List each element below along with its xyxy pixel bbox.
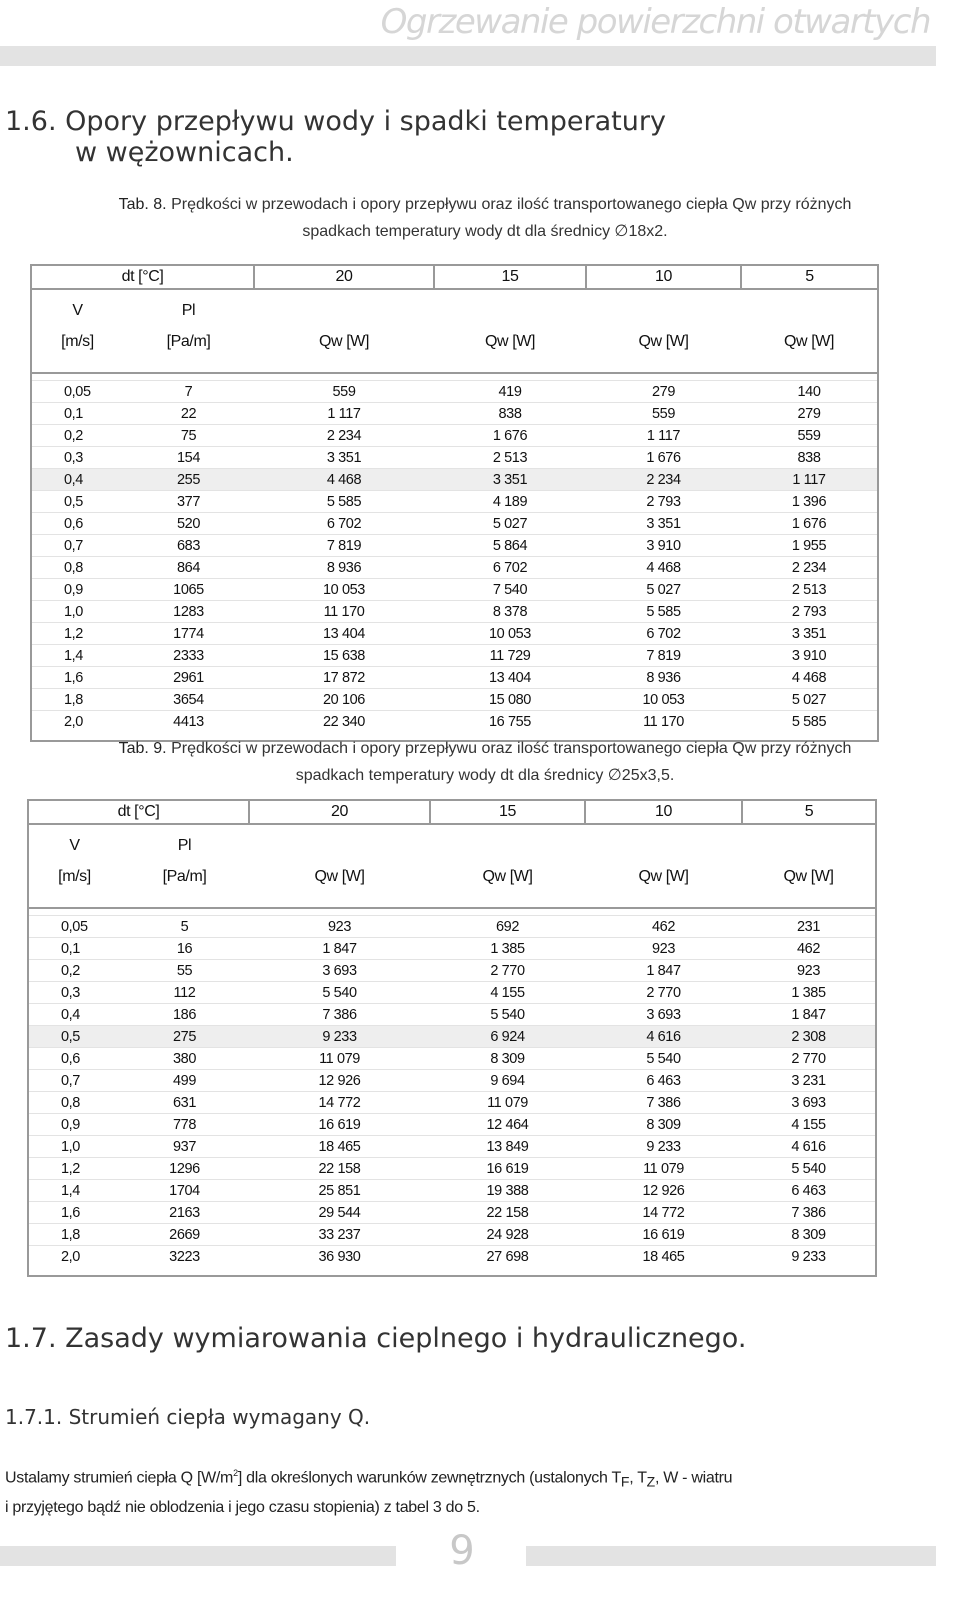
table-cell: 380 [120,1048,249,1070]
table-cell: 838 [434,403,586,425]
table-cell: 1 676 [434,425,586,447]
table-cell: 10 053 [586,689,741,711]
table-cell: 5 585 [254,491,434,513]
table-cell: 2163 [120,1202,249,1224]
table-cell: 22 158 [249,1158,430,1180]
qw-header: Qw [W] [482,868,533,885]
table8-caption-line2: spadkach temperatury wody dt dla średnicy ∅18x2. [302,223,668,240]
pl-header: Pl [177,837,192,854]
table-cell: 3 351 [434,469,586,491]
table-row [31,557,878,579]
table-cell: 5 540 [742,1158,876,1180]
table-row [28,1224,876,1246]
qw-header: Qw [W] [314,868,365,885]
table-cell: 5 [120,916,249,938]
table-cell: 20 106 [254,689,434,711]
table-cell: 2 234 [741,557,878,579]
table-cell: 27 698 [430,1246,585,1268]
footer-bar [526,1546,936,1566]
table-cell: 16 755 [434,711,586,733]
table-row [28,1026,876,1048]
pl-unit: [Pa/m] [162,868,207,885]
table-cell: 2,0 [28,1246,120,1268]
qw-header: Qw [W] [484,333,536,350]
table-cell: 7 [123,381,254,403]
table-cell: 140 [741,381,878,403]
table-cell: 1 117 [586,425,741,447]
table-cell: 7 386 [585,1092,742,1114]
para-text: i przyjętego bądź nie oblodzenia i jego czasu stopienia) z tabel 3 do 5. [5,1498,480,1516]
table9 [27,799,877,1277]
table-cell: 0,5 [28,1026,120,1048]
section-1-6-heading [5,106,666,168]
table-cell: 8 936 [586,667,741,689]
v-header: V [69,837,80,854]
pl-unit: [Pa/m] [166,333,211,350]
table-row [31,381,878,403]
table-cell: 3 910 [741,645,878,667]
table-cell: 6 463 [585,1070,742,1092]
table-cell: 1 847 [249,938,430,960]
table-cell: 12 926 [249,1070,430,1092]
table-cell: 24 928 [430,1224,585,1246]
table-cell: 778 [120,1114,249,1136]
table-cell: 5 540 [249,982,430,1004]
table-cell: 2 234 [586,469,741,491]
table-cell: 838 [741,447,878,469]
table-cell: 8 309 [742,1224,876,1246]
section-title: Zasady wymiarowania cieplnego i hydraulicznego. [65,1323,747,1354]
table-cell: 559 [254,381,434,403]
table-cell: 13 404 [254,623,434,645]
table-cell: 2333 [123,645,254,667]
table-cell: 2 770 [585,982,742,1004]
table-cell: 3 910 [586,535,741,557]
table-row [31,667,878,689]
table-cell: 1283 [123,601,254,623]
table-cell: 377 [123,491,254,513]
qw-header: Qw [W] [638,868,689,885]
table-cell: 1 676 [741,513,878,535]
table-cell: 0,8 [28,1092,120,1114]
table-row [28,1136,876,1158]
table-cell: 11 729 [434,645,586,667]
table-cell: 6 924 [430,1026,585,1048]
table-row [28,1246,876,1268]
table-cell: 3 351 [741,623,878,645]
table-cell: 279 [586,381,741,403]
table-cell: 0,3 [31,447,123,469]
table-row [28,960,876,982]
table-cell: 4 155 [742,1114,876,1136]
table-cell: 462 [742,938,876,960]
table-cell: 0,05 [31,381,123,403]
table-cell: 419 [434,381,586,403]
subsection-title: Strumień ciepła wymagany Q. [68,1405,371,1429]
table-cell: 9 694 [430,1070,585,1092]
table-cell: 1,4 [28,1180,120,1202]
table8 [30,264,879,742]
table-cell: 3 351 [254,447,434,469]
table-cell: 5 027 [741,689,878,711]
table-cell: 1704 [120,1180,249,1202]
dt-value: 10 [586,265,741,289]
para-text: , W - wiatru [654,1469,733,1487]
table-cell: 462 [585,916,742,938]
table-cell: 1 847 [742,1004,876,1026]
table-cell: 7 819 [254,535,434,557]
table-row [31,579,878,601]
table-cell: 1 847 [585,960,742,982]
table-cell: 4 468 [254,469,434,491]
table-cell: 4 468 [741,667,878,689]
table-cell: 0,7 [31,535,123,557]
table-cell: 1 385 [430,938,585,960]
table-cell: 5 027 [434,513,586,535]
subsection-number: 1.7.1. [5,1405,63,1429]
table-cell: 2 793 [741,601,878,623]
table-cell: 2961 [123,667,254,689]
table-cell: 1,4 [31,645,123,667]
table-cell: 937 [120,1136,249,1158]
table-cell: 22 340 [254,711,434,733]
table-cell: 3654 [123,689,254,711]
table-cell: 2 308 [742,1026,876,1048]
table-cell: 29 544 [249,1202,430,1224]
table-cell: 6 702 [434,557,586,579]
table-cell: 1 676 [586,447,741,469]
para-subscript: F [620,1473,630,1490]
table8-label: Tab. 8. [118,196,167,213]
dt-header: dt [°C] [31,265,254,289]
table-row [31,469,878,491]
table-cell: 11 079 [430,1092,585,1114]
table-cell: 16 619 [249,1114,430,1136]
v-unit: [m/s] [58,868,91,885]
table-cell: 0,3 [28,982,120,1004]
table-cell: 864 [123,557,254,579]
dt-value: 15 [430,800,585,824]
table-cell: 923 [742,960,876,982]
table-row [31,513,878,535]
table9-caption-line2: spadkach temperatury wody dt dla średnicy ∅25x3,5. [295,767,675,784]
table-cell: 8 309 [585,1114,742,1136]
table-row [31,601,878,623]
table-cell: 9 233 [249,1026,430,1048]
table-cell: 4 189 [434,491,586,513]
table-cell: 19 388 [430,1180,585,1202]
table-cell: 1 396 [741,491,878,513]
table-cell: 3223 [120,1246,249,1268]
table-cell: 3 693 [249,960,430,982]
table-cell: 231 [742,916,876,938]
table-cell: 6 702 [586,623,741,645]
table-cell: 8 378 [434,601,586,623]
table-cell: 2 770 [430,960,585,982]
table-row [28,1004,876,1026]
table-cell: 0,1 [31,403,123,425]
table8-caption [70,191,900,245]
table-cell: 15 080 [434,689,586,711]
table-cell: 1 385 [742,982,876,1004]
table-cell: 7 386 [249,1004,430,1026]
table-cell: 0,2 [31,425,123,447]
table-cell: 0,6 [28,1048,120,1070]
table-cell: 0,05 [28,916,120,938]
table-cell: 4 616 [585,1026,742,1048]
table-row [28,1202,876,1224]
table-cell: 0,2 [28,960,120,982]
qw-header: Qw [W] [783,868,834,885]
table-row [28,982,876,1004]
table-row [31,535,878,557]
table-row [28,938,876,960]
table-cell: 1774 [123,623,254,645]
table-row [31,403,878,425]
table-cell: 18 465 [249,1136,430,1158]
table-cell: 6 463 [742,1180,876,1202]
dt-value: 10 [585,800,742,824]
table-cell: 2 513 [434,447,586,469]
footer-bar [0,1546,396,1566]
table9-caption [70,735,900,789]
table-cell: 683 [123,535,254,557]
table-cell: 0,8 [31,557,123,579]
section-number: 1.7. [5,1323,57,1354]
table-cell: 2,0 [31,711,123,733]
table-row [28,1092,876,1114]
para-text: Ustalamy strumień ciepła Q [W/m [5,1469,234,1487]
table9-label: Tab. 9. [118,740,167,757]
table-cell: 22 158 [430,1202,585,1224]
section-title-line2: w wężownicach. [75,137,294,168]
table-cell: 7 386 [742,1202,876,1224]
dt-value: 5 [741,265,878,289]
table-cell: 1,0 [28,1136,120,1158]
table-cell: 692 [430,916,585,938]
table-cell: 1296 [120,1158,249,1180]
table-cell: 11 170 [254,601,434,623]
table-cell: 1,2 [28,1158,120,1180]
table-cell: 3 231 [742,1070,876,1092]
para-text: ] dla określonych warunków zewnętrznych (ustalonych T [237,1469,621,1487]
table-cell: 5 540 [430,1004,585,1026]
header-bar [0,46,936,66]
table-cell: 559 [741,425,878,447]
table-cell: 2 770 [742,1048,876,1070]
section-number: 1.6. [5,106,57,137]
table-cell: 75 [123,425,254,447]
table-cell: 11 170 [586,711,741,733]
table-cell: 8 309 [430,1048,585,1070]
section-1-7-heading [5,1323,746,1354]
table-cell: 1,6 [31,667,123,689]
table-cell: 9 233 [742,1246,876,1268]
table-cell: 279 [741,403,878,425]
table-cell: 25 851 [249,1180,430,1202]
table-cell: 33 237 [249,1224,430,1246]
table-cell: 12 464 [430,1114,585,1136]
table-cell: 1,8 [28,1224,120,1246]
table-cell: 631 [120,1092,249,1114]
dt-value: 15 [434,265,586,289]
table-cell: 11 079 [249,1048,430,1070]
section-title-line1: Opory przepływu wody i spadki temperatury [65,106,666,137]
table-cell: 8 936 [254,557,434,579]
table-cell: 9 233 [585,1136,742,1158]
table-cell: 14 772 [249,1092,430,1114]
table-cell: 3 693 [742,1092,876,1114]
para-superscript: 2 [233,1468,238,1478]
table-row [31,711,878,733]
table-cell: 5 585 [741,711,878,733]
table-cell: 15 638 [254,645,434,667]
dt-value: 20 [249,800,430,824]
table-cell: 1065 [123,579,254,601]
table-row [28,1048,876,1070]
v-header: V [72,302,83,319]
table-cell: 4 468 [586,557,741,579]
table-cell: 5 585 [586,601,741,623]
para-subscript: Z [646,1473,655,1490]
table-row [28,1158,876,1180]
table-cell: 1,2 [31,623,123,645]
table-cell: 5 540 [585,1048,742,1070]
table-cell: 0,4 [31,469,123,491]
table-cell: 5 864 [434,535,586,557]
dt-value: 20 [254,265,434,289]
table-cell: 18 465 [585,1246,742,1268]
table-row [31,447,878,469]
table-cell: 2 793 [586,491,741,513]
table-cell: 22 [123,403,254,425]
table-cell: 112 [120,982,249,1004]
table8-caption-line1: Prędkości w przewodach i opory przepływu oraz ilość transportowanego ciepła Qw przy różnych [171,196,852,213]
table-cell: 2 513 [741,579,878,601]
table-cell: 1,0 [31,601,123,623]
table-cell: 5 027 [586,579,741,601]
v-unit: [m/s] [61,333,94,350]
table-cell: 0,4 [28,1004,120,1026]
table-cell: 7 819 [586,645,741,667]
table-cell: 10 053 [434,623,586,645]
table-cell: 14 772 [585,1202,742,1224]
table-cell: 499 [120,1070,249,1092]
table-cell: 13 404 [434,667,586,689]
table-cell: 11 079 [585,1158,742,1180]
table-cell: 17 872 [254,667,434,689]
table-row [31,425,878,447]
qw-header: Qw [W] [638,333,689,350]
table-row [28,1070,876,1092]
table-cell: 4 155 [430,982,585,1004]
table-cell: 16 [120,938,249,960]
table-row [31,491,878,513]
qw-header: Qw [W] [783,333,835,350]
table-row [28,1114,876,1136]
table-cell: 1 117 [741,469,878,491]
table-cell: 0,5 [31,491,123,513]
table-cell: 520 [123,513,254,535]
table-cell: 1,6 [28,1202,120,1224]
table-cell: 13 849 [430,1136,585,1158]
table-cell: 255 [123,469,254,491]
table-cell: 1 955 [741,535,878,557]
table-cell: 0,6 [31,513,123,535]
table-cell: 12 926 [585,1180,742,1202]
table-cell: 186 [120,1004,249,1026]
table-cell: 1 117 [254,403,434,425]
table-cell: 0,7 [28,1070,120,1092]
table-cell: 36 930 [249,1246,430,1268]
table-cell: 923 [249,916,430,938]
table-cell: 923 [585,938,742,960]
table-cell: 0,9 [31,579,123,601]
table-row [31,689,878,711]
section-1-7-1-heading [5,1405,370,1429]
table-cell: 154 [123,447,254,469]
table-row [28,916,876,938]
pl-header: Pl [181,302,196,319]
table9-caption-line1: Prędkości w przewodach i opory przepływu oraz ilość transportowanego ciepła Qw przy różnych [171,740,852,757]
table-cell: 3 693 [585,1004,742,1026]
table-cell: 16 619 [585,1224,742,1246]
body-paragraph [5,1460,905,1521]
table-cell: 0,1 [28,938,120,960]
table-cell: 16 619 [430,1158,585,1180]
table-row [28,1180,876,1202]
table-row [31,645,878,667]
page-number: 9 [449,1528,475,1574]
para-text: , T [629,1469,647,1487]
qw-header: Qw [W] [318,333,370,350]
dt-header: dt [°C] [28,800,249,824]
table-cell: 1,8 [31,689,123,711]
table-cell: 6 702 [254,513,434,535]
table-cell: 275 [120,1026,249,1048]
table-cell: 7 540 [434,579,586,601]
running-header: Ogrzewanie powierzchni otwartych [380,2,930,42]
dt-value: 5 [742,800,876,824]
table-cell: 2669 [120,1224,249,1246]
table-cell: 3 351 [586,513,741,535]
table-cell: 0,9 [28,1114,120,1136]
table-cell: 55 [120,960,249,982]
table-row [31,623,878,645]
table-cell: 559 [586,403,741,425]
table-cell: 2 234 [254,425,434,447]
table-cell: 10 053 [254,579,434,601]
table-cell: 4413 [123,711,254,733]
table-cell: 4 616 [742,1136,876,1158]
